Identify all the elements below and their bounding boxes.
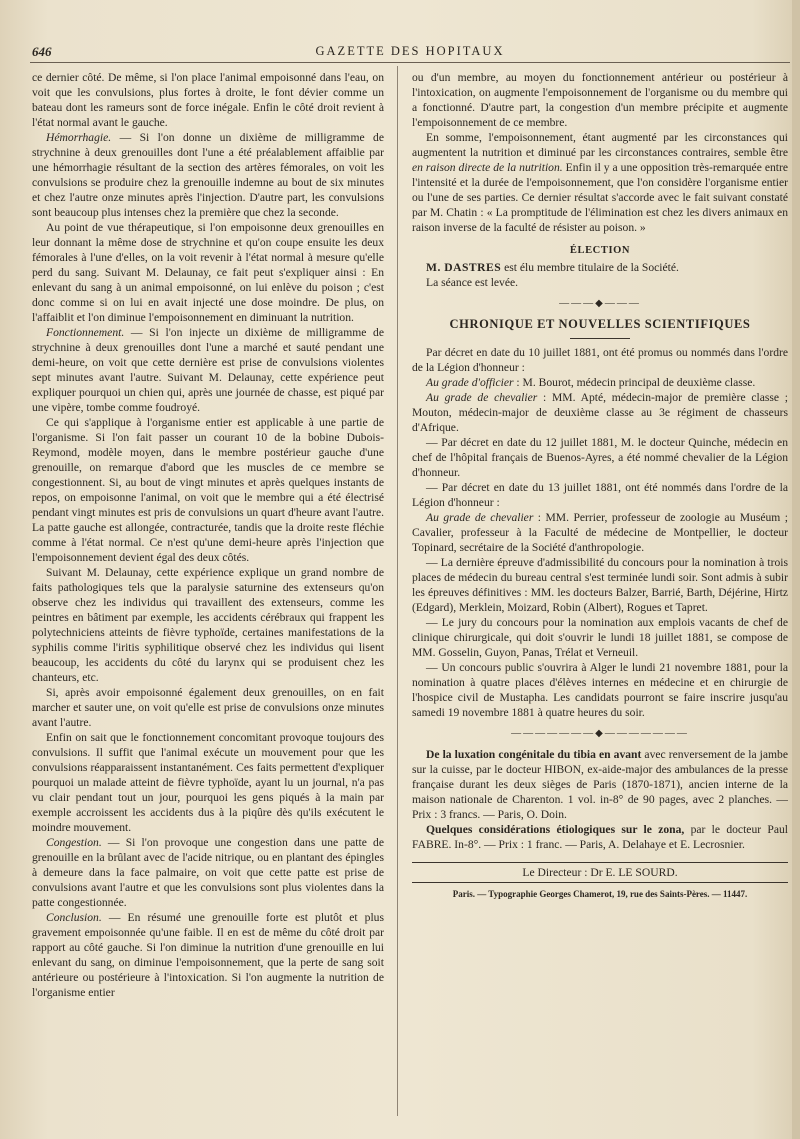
paragraph: Ce qui s'applique à l'organisme entier est applicable à une partie de l'organisme. Si l'on fait passer un courant 10 de la bobine Dubois-Reymond, modèle moyen, dans le membre postérieur gauche d'une grenouille, on remarque d'abord que les muscles de ce membre se congestionnent. Si, au bout de vingt minutes et après quelques instants de repos, on empoisonne l'animal, on voit que le membre qui a été électrisé pendant vingt minutes est pris de convulsions un quart d'heure avant l'autre. La patte gauche est allongée, contracturée, tandis que la droite reste fléchie comme à l'état normal. Ce n'est qu'une demi-heure après l'injection que l'empoisonnement devient égal des deux côtés. (32, 416, 384, 564)
paragraph-text: est élu membre titulaire de la Société. (501, 261, 679, 274)
closing-line: La séance est levée. (426, 276, 519, 289)
paragraph-label: Hémorrhagie. (46, 131, 112, 144)
news-item: — La dernière épreuve d'admissibilité du concours pour la nomination à trois places de médecin du bureau central s'est terminée lundi soir. Sont admis à subir les épreuves définitives : MM. les docteurs Balzer, Barrié, Barth, Déjérine, Hirtz (Edgard), Merklein, Moizard, Robin (Albert), Rogues et Tapret. (412, 556, 788, 614)
news-item: — Par décret en date du 12 juillet 1881, M. le docteur Quinche, médecin en chef de l'hôpital français de Buenos-Ayres, a été nommé chevalier de la Légion d'honneur. (412, 436, 788, 479)
paragraph-text: : M. Bourot, médecin principal de deuxième classe. (513, 376, 756, 389)
grade-label: Au grade d'officier (426, 376, 514, 389)
book-title: De la luxation congénitale du tibia en avant (426, 748, 642, 761)
left-column (32, 70, 384, 1130)
paragraph-text: — Si l'on donne un dixième de milligramme de strychnine à deux grenouilles dont l'une a été préalablement affaiblie par une hémorrhagie résultant de la section des artères fémorales, on voit les convulsions se produire chez la grenouille indemne au bout de six minutes et chez l'autre onze minutes après l'injection. D'autre part, les convulsions sont beaucoup plus intenses chez la première que chez la seconde. (32, 131, 384, 219)
paragraph (32, 910, 384, 1000)
paragraph-text: — Si l'on provoque une congestion dans une patte de grenouille en la brûlant avec de l'acide nitrique, ou en plantant des épingles à demeure dans la face palmaire, on voit que cette patte est prise de convulsions avant l'autre et que les convulsions sont plus violentes dans la patte congestionnée. (32, 836, 384, 909)
news-item (412, 375, 788, 390)
printer-imprint: Paris. — Typographie Georges Chamerot, 19, rue des Saints-Pères. — 11447. (452, 889, 748, 899)
news-item (412, 510, 788, 555)
section-separator: ———◆——— (559, 298, 641, 309)
member-name: M. DASTRES (426, 261, 502, 274)
paragraph-text: En somme, l'empoisonnement, étant augmenté par les circonstances qui augmentent la nutrition et diminué par les circonstances contraires, semble être (412, 131, 788, 159)
paragraph-label: Fonctionnement. (46, 326, 125, 339)
news-item (412, 390, 788, 435)
paragraph: Au point de vue thérapeutique, si l'on empoisonne deux grenouilles en leur donnant la même dose de strychnine et qu'on coupe ensuite les deux fémorales à l'une d'elles, on la voit revenir à l'état normal à mesure qu'elle perd du sang. Suivant M. Delaunay, ce fait peut s'expliquer ainsi : En enlevant du sang à un animal empoisonné, on lui enlève du poison ; c'est donc comme si on lui en avait injecté une dose moindre. De plus, on l'affaiblit et l'on diminue l'empoisonnement en diminuant la nutrition. (32, 221, 384, 324)
grade-label: Au grade de chevalier (426, 391, 538, 404)
paragraph (32, 835, 384, 910)
paragraph-label: Conclusion. (46, 911, 102, 924)
news-item: — Le jury du concours pour la nomination aux emplois vacants de chef de clinique chirurgicale, qui doit s'ouvrir le lundi 18 juillet 1881, se compose de MM. Gosselin, Guyon, Panas, Trélat et Verneuil. (412, 616, 788, 659)
page-edge (792, 0, 800, 1139)
news-item: — Un concours public s'ouvrira à Alger le lundi 21 novembre 1881, pour la nomination à quatre places d'élèves internes en médecine et en chirurgie de l'hospice civil de Mustapha. Les candidats pourront se faire inscrire jusqu'au samedi 19 novembre 1881 à quatre heures du soir. (412, 661, 788, 719)
director-line: Le Directeur : Dr E. LE SOURD. (412, 862, 788, 883)
book-title: Quelques considérations étiologiques sur le zona, (426, 823, 685, 836)
grade-label: Au grade de chevalier (426, 511, 534, 524)
paragraph (32, 325, 384, 415)
paragraph: Enfin on sait que le fonctionnement concomitant provoque toujours des convulsions. Il suffit que l'animal exécute un mouvement pour que les convulsions réapparaissent instantanément. Ces faits permettent d'expliquer pourquoi un malade atteint de fièvre typhoïde, ayant lu un journal, n'a pas vu clair pendant tout un jour, pourquoi les gens piqués à la main par exemple accroissent les accidents dus à la piqûre dès qu'ils exécutent le moindre mouvement. (32, 731, 384, 834)
page-number: 646 (32, 44, 52, 59)
election-paragraph (412, 260, 788, 275)
emphasis-text: en raison directe de la nutrition. (412, 161, 563, 174)
paragraph: Si, après avoir empoisonné également deux grenouilles, on en fait marcher et sauter une, on voit qu'elle est prise de convulsions onze minutes avant l'autre. (32, 686, 384, 729)
news-item: — Par décret en date du 13 juillet 1881, ont été nommés dans l'ordre de la Légion d'honneur : (412, 481, 788, 509)
paragraph-text: — Si l'on injecte un dixième de milligramme de strychnine à deux grenouilles dont l'une a marché et sauté pendant une demi-heure, on voit que cette dernière est prise de convulsions violentes sept minutes avant l'autre. Suivant M. Delaunay, cette expérience peut expliquer pourquoi un chien qui, après une journée de chasse, est piqué par une vipère, tombe comme foudroyé. (32, 326, 384, 414)
paragraph-label: Congestion. (46, 836, 102, 849)
journal-title: GAZETTE DES HOPITAUX (315, 44, 505, 58)
paragraph-text: Enfin il y a une opposition très-remarquée entre l'intensité et la durée de l'empoisonnement, que l'on considère l'organisme entier ou l'une de ses parties. Ce dernier résultat s'accorde avec le fait suivant constaté par M. Chatin : « La promptitude de l'élimination est chez les divers animaux en raison inverse de la faculté de résister au poison. » (412, 161, 788, 234)
book-notice (412, 822, 788, 852)
paragraph: Suivant M. Delaunay, cette expérience explique un grand nombre de faits pathologiques tels que la paralysie saturnine des extenseurs qu'on observe chez les individus qui travaillent des extenseurs, comme les peintres en bâtiment par exemple, les accidents cérébraux qui frappent les polytechniciens atteints de fièvre typhoïde, certaines manifestations de la syphilis comme l'iritis syphilitique observé chez les individus qui lisent beaucoup, les accidents du côté du larynx qui se produisent chez les chanteurs, etc. (32, 566, 384, 684)
page-header (30, 40, 790, 63)
election-heading: ÉLECTION (569, 245, 631, 256)
column-divider (397, 66, 398, 1116)
news-item: Par décret en date du 10 juillet 1881, ont été promus ou nommés dans l'ordre de la Légion d'honneur : (412, 346, 788, 374)
book-details: avec renversement de la jambe sur la cuisse, par le docteur HIBON, ex-aide-major des ambulances de la presse française durant les deux sièges de Paris (1870-1871), ancien interne de la maison nationale de Charenton. 1 vol. in-8° de 90 pages, avec 2 planches. — Prix : 3 francs. — Paris, O. Doin. (412, 748, 788, 821)
paragraph: ou d'un membre, au moyen du fonctionnement antérieur ou postérieur à l'intoxication, on augmente l'empoisonnement de l'organisme ou du membre qui a fonctionné. D'autre part, la congestion d'un membre précipite et augmente l'empoisonnement de ce membre. (412, 71, 788, 129)
section-separator: ———————◆——————— (511, 728, 689, 739)
book-notice (412, 747, 788, 822)
paragraph: ce dernier côté. De même, si l'on place l'animal empoisonné dans l'eau, on voit que les convulsions, plus fortes à droite, le font dévier comme un bateau dont les rameurs sont de force inégale. Enfin le côté droit revient à l'état normal avant le gauche. (32, 71, 384, 129)
heading-rule (570, 338, 630, 339)
paragraph-text: : MM. Apté, médecin-major de première classe ; Mouton, médecin-major de deuxième classe au 3e régiment de chasseurs d'Afrique. (412, 391, 788, 434)
paragraph-text: : MM. Perrier, professeur de zoologie au Muséum ; Cavalier, professeur à la Faculté de médecine de Montpellier, le docteur Topinard, secrétaire de la Société d'anthropologie. (412, 511, 788, 554)
paragraph (412, 130, 788, 235)
paragraph (32, 130, 384, 220)
chronicle-heading: CHRONIQUE ET NOUVELLES SCIENTIFIQUES (449, 317, 751, 331)
right-column (412, 70, 788, 1130)
book-details: par le docteur Paul FABRE. In-8°. — Prix : 1 franc. — Paris, A. Delahaye et E. Lecrosnier. (412, 823, 788, 851)
paragraph-text: — En résumé une grenouille forte est plutôt et plus gravement empoisonnée qu'une faible. Il en est de même du côté droit par rapport au côté gauche. Si l'on diminue la nutrition d'une grenouille en lui enlevant du sang, on diminue l'empoisonnement, que la perte de sang soit antérieure ou postérieure à l'intoxication. Si l'on augmente la nutrition de l'organisme entier (32, 911, 384, 999)
